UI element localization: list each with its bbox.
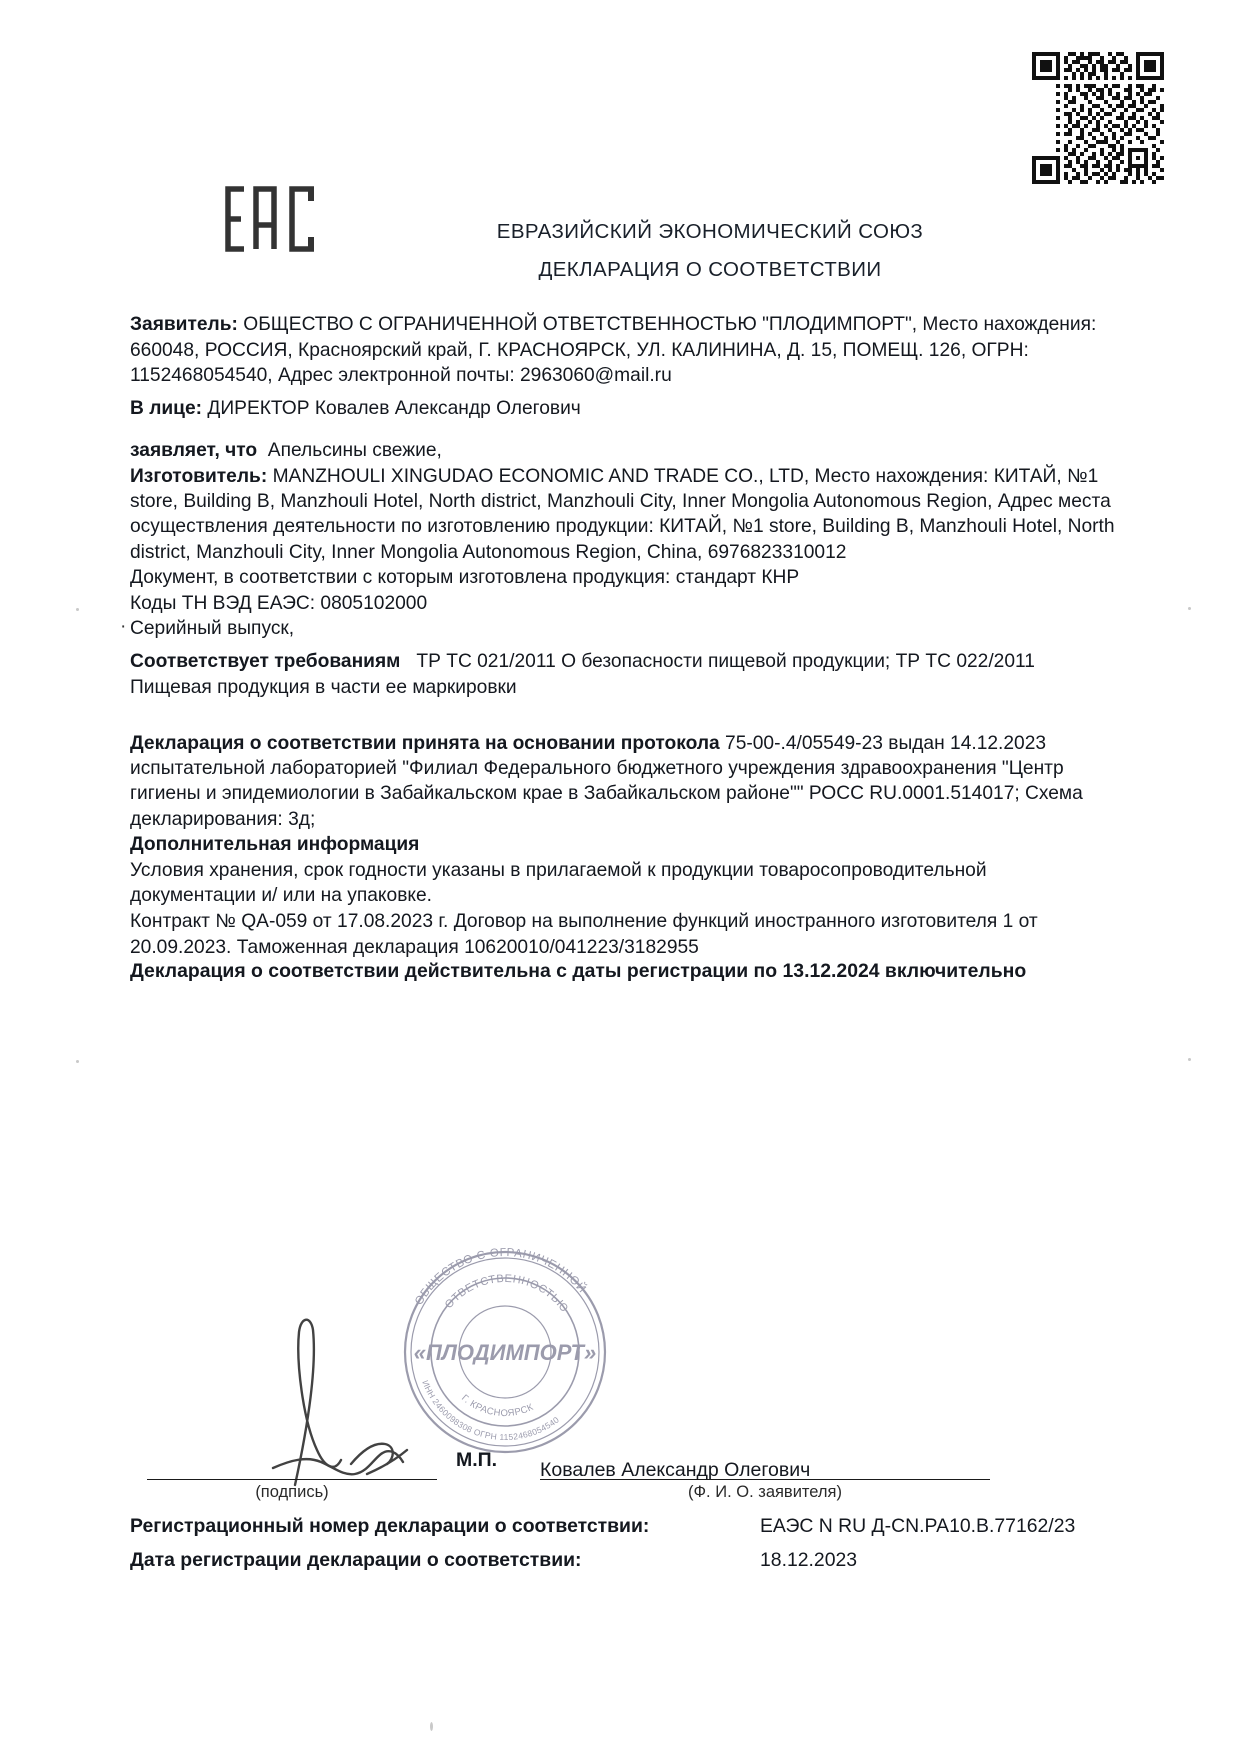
scan-artifact: [1188, 1058, 1191, 1061]
conformity-text: ТР ТС 021/2011 О безопасности пищевой продукции; ТР ТС 022/2011 Пищевая продукция в части ее маркировки: [130, 651, 1035, 698]
registration-number-label: Регистрационный номер декларации о соответствии:: [130, 1515, 650, 1537]
protocol-paragraph: [130, 731, 1115, 832]
scan-artifact: [1188, 607, 1191, 610]
declaration-body: [130, 312, 1115, 961]
applicant-label: Заявитель:: [130, 314, 238, 335]
stamp-inn-text: ИНН 2460098308 ОГРН 1152468054540: [420, 1378, 561, 1443]
stamp-city-text: Г. КРАСНОЯРСК: [459, 1392, 536, 1420]
applicant-paragraph: [130, 312, 1115, 389]
stamp-company-name: «ПЛОДИМПОРТ»: [413, 1340, 597, 1365]
svg-text:Г. КРАСНОЯРСК: [459, 1393, 535, 1419]
manufacturer-paragraph: [130, 464, 1115, 565]
series-release: · Серийный выпуск,: [130, 616, 1115, 642]
conformity-paragraph: [130, 649, 1115, 700]
declares-paragraph: [130, 438, 1115, 464]
scan-artifact: [430, 1722, 433, 1731]
declares-text: Апельсины свежие,: [267, 439, 442, 461]
representative-text: ДИРЕКТОР Ковалев Александр Олегович: [207, 398, 581, 420]
signer-name: Ковалев Александр Олегович: [540, 1459, 811, 1481]
conformity-label: Соответствует требованиям: [130, 651, 401, 673]
additional-info-line1: Условия хранения, срок годности указаны в прилагаемой к продукции товаросопроводительной документации и/ или на упаковке.: [130, 859, 987, 907]
scan-artifact: [76, 608, 79, 611]
svg-text:ОТВЕТСТВЕННОСТЬЮ: [443, 1273, 571, 1315]
stamp-outer-text2: ОТВЕТСТВЕННОСТЬЮ: [442, 1272, 571, 1315]
protocol-text: 75-00-.4/05549-23 выдан 14.12.2023 испытательной лабораторией "Филиал Федерального бюджетного учреждения здравоохранения "Центр гигиены и эпидемиологии в Забайкальском крае в Забайкальском районе"" РОСС RU.0001.514017; Схема декларирования: 3д;: [130, 732, 1083, 830]
signature-rule: [147, 1479, 437, 1480]
handwritten-signature: [255, 1310, 470, 1500]
eac-mark-icon: [222, 185, 327, 253]
document-basis: Документ, в соответствии с которым изготовлена продукция: стандарт КНР: [130, 566, 800, 588]
document-title: ДЕКЛАРАЦИЯ О СООТВЕТСТВИИ: [538, 258, 882, 281]
tnved-codes: Коды ТН ВЭД ЕАЭС: 0805102000: [130, 592, 428, 614]
qr-code-icon: [1032, 52, 1164, 184]
applicant-text: ОБЩЕСТВО С ОГРАНИЧЕННОЙ ОТВЕТСТВЕННОСТЬЮ "ПЛОДИМПОРТ", Место нахождения: 660048, РОССИЯ, Красноярский край, Г. КРАСНОЯРСК, УЛ. КАЛИНИНА, Д. 15, ПОМЕЩ. 126, ОГРН: 1152468054540, Адрес электронной почты: 2963060@mail.ru: [130, 314, 1097, 387]
stamp-outer-text: ОБЩЕСТВО С ОГРАНИЧЕННОЙ: [413, 1246, 589, 1308]
representative-label: В лице:: [130, 398, 203, 420]
registration-number-value: ЕАЭС N RU Д-CN.РА10.В.77162/23: [760, 1515, 1076, 1537]
registration-date-label: Дата регистрации декларации о соответствии:: [130, 1549, 582, 1571]
name-caption: (Ф. И. О. заявителя): [688, 1483, 842, 1501]
representative-paragraph: [130, 396, 1115, 422]
declares-label: заявляет, что: [130, 439, 258, 461]
stamp-place-label: М.П.: [456, 1449, 498, 1471]
validity-line: Декларация о соответствии действительна с даты регистрации по 13.12.2024 включительно: [130, 960, 1027, 982]
union-title: ЕВРАЗИЙСКИЙ ЭКОНОМИЧЕСКИЙ СОЮЗ: [496, 220, 924, 243]
scan-artifact: [76, 1060, 79, 1063]
additional-info-line2: Контракт № QA-059 от 17.08.2023 г. Договор на выполнение функций иностранного изготовителя 1 от 20.09.2023. Таможенная декларация 10620010/041223/3182955: [130, 911, 1038, 958]
additional-info-label: [130, 832, 1115, 858]
signature-caption: (подпись): [255, 1483, 329, 1501]
registration-date-value: 18.12.2023: [760, 1549, 858, 1571]
manufacturer-label: Изготовитель:: [130, 465, 268, 487]
protocol-label: Декларация о соответствии принята на основании протокола: [130, 732, 720, 754]
additional-info-heading: Дополнительная информация: [130, 833, 420, 855]
manufacturer-text: MANZHOULI XINGUDAO ECONOMIC AND TRADE CO., LTD, Место нахождения: КИТАЙ, №1 store, Building B, Manzhouli Hotel, North district, Manzhouli City, Inner Mongolia Autonomous Region, Адрес места осуществления деятельности по изготовлению продукции: КИТАЙ, №1 store, Building B, Manzhouli Hotel, North district, Manzhouli City, Inner Mongolia Autonomous Region, China, 6976823310012: [130, 465, 1115, 563]
name-rule: [540, 1479, 990, 1480]
